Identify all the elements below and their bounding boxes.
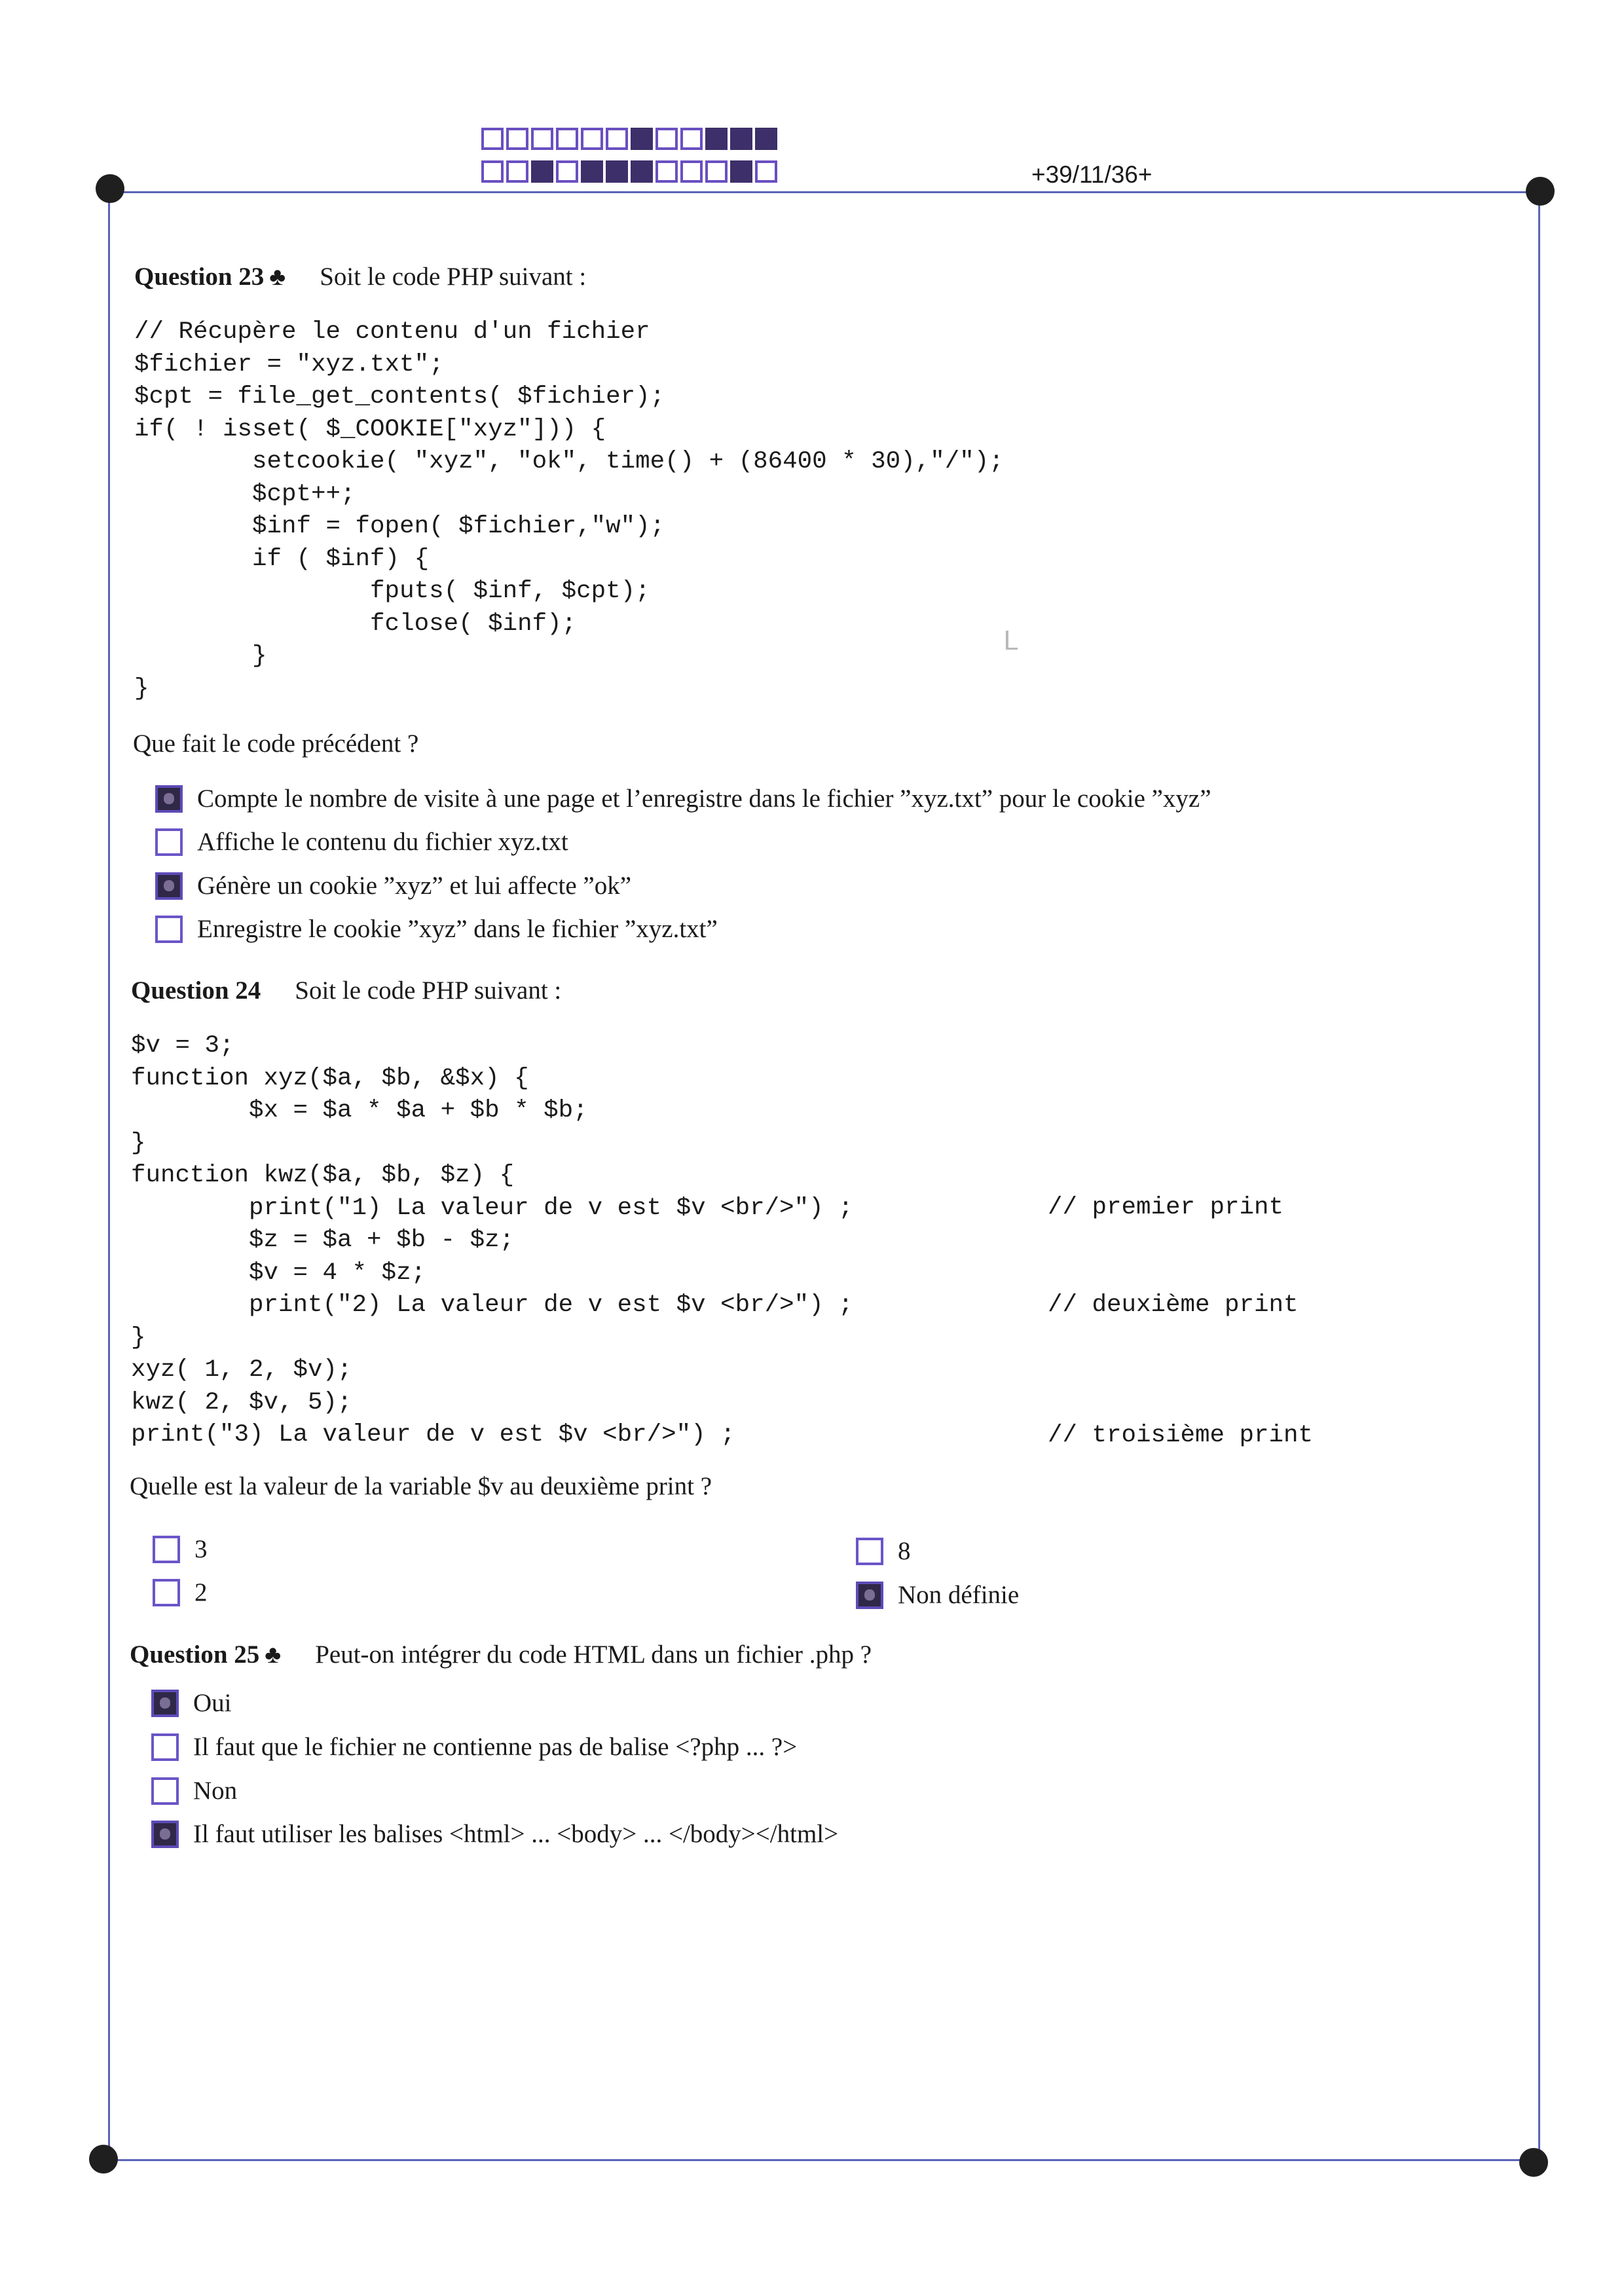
question-25-text: Peut-on intégrer du code HTML dans un fichier .php ? xyxy=(315,1640,872,1669)
answer-label: Il faut que le fichier ne contienne pas de balise <?php ... ?> xyxy=(193,1733,798,1761)
answer-label: Affiche le contenu du fichier xyz.txt xyxy=(197,828,568,856)
question-25-heading xyxy=(130,1640,872,1669)
comment-second-print: // deuxième print xyxy=(1048,1291,1299,1319)
corner-dot-top-right xyxy=(1526,177,1555,206)
frame-bottom-line xyxy=(101,2159,1539,2161)
question-23-heading xyxy=(134,262,586,291)
frame-left-line xyxy=(108,191,110,2159)
question-24-prompt: Quelle est la valeur de la variable $v au deuxième print ? xyxy=(130,1472,712,1500)
club-icon: ♣ xyxy=(269,263,286,291)
question-24-heading xyxy=(131,976,561,1005)
barcode-cell xyxy=(705,160,728,183)
answer-label: Non définie xyxy=(898,1581,1020,1609)
answer-checkbox[interactable] xyxy=(151,1690,179,1717)
corner-dot-top-left xyxy=(96,174,124,203)
answer-option[interactable] xyxy=(856,1536,911,1566)
stray-pen-mark: ᒪ xyxy=(1003,626,1018,656)
barcode-cell xyxy=(506,160,528,183)
answer-checkbox[interactable] xyxy=(856,1582,883,1609)
frame-right-line xyxy=(1538,191,1540,2159)
answer-option[interactable] xyxy=(155,784,1211,813)
barcode-cell xyxy=(655,128,678,150)
barcode-cell xyxy=(606,128,628,150)
frame-top-line xyxy=(108,191,1539,193)
page-id: +39/11/36+ xyxy=(1031,161,1153,188)
answer-label: Génère un cookie ”xyz” et lui affecte ”ok” xyxy=(197,872,631,900)
answer-label: Compte le nombre de visite à une page et l’enregistre dans le fichier ”xyz.txt” pour le cookie ”xyz” xyxy=(197,785,1211,813)
barcode-row-1 xyxy=(481,128,777,150)
answer-label: 3 xyxy=(194,1535,208,1563)
barcode-cell xyxy=(631,160,653,183)
answer-option[interactable] xyxy=(856,1580,1019,1610)
barcode-cell xyxy=(730,160,752,183)
answer-checkbox[interactable] xyxy=(155,785,183,813)
barcode-cell xyxy=(755,160,777,183)
barcode-cell xyxy=(655,160,678,183)
question-23-number: Question 23 xyxy=(134,263,265,291)
corner-dot-bottom-left xyxy=(89,2145,118,2174)
answer-option[interactable] xyxy=(153,1578,208,1607)
question-24-number: Question 24 xyxy=(131,976,261,1005)
answer-label: Enregistre le cookie ”xyz” dans le fichier ”xyz.txt” xyxy=(197,915,718,943)
answer-option[interactable] xyxy=(151,1688,232,1718)
barcode-cell xyxy=(581,160,603,183)
question-25-number: Question 25 xyxy=(130,1640,260,1669)
barcode-cell xyxy=(506,128,528,150)
club-icon: ♣ xyxy=(265,1641,282,1669)
question-24-text: Soit le code PHP suivant : xyxy=(295,976,562,1005)
barcode-cell xyxy=(631,128,653,150)
answer-label: Non xyxy=(193,1777,238,1805)
barcode-row-2 xyxy=(481,160,777,183)
barcode-cell xyxy=(556,128,578,150)
question-24-code: $v = 3; function xyz($a, $b, &$x) { $x = $a * $a + $b * $b; } function kwz($a, $b, $z) { print("1) La valeur de v est $v <br/>") ; $z = $a + $b - $z; $v = 4 * $z; print("2) La valeur de v est $v <br/>") ; } xyz( 1, 2, $v); kwz( 2, $v, 5); print("3) La valeur de v est $v <br/>") ; xyxy=(131,1032,853,1449)
answer-checkbox[interactable] xyxy=(155,872,183,900)
barcode-cell xyxy=(481,160,504,183)
answer-checkbox[interactable] xyxy=(155,828,183,856)
answer-checkbox[interactable] xyxy=(151,1733,179,1761)
barcode-cell xyxy=(581,128,603,150)
barcode-cell xyxy=(556,160,578,183)
barcode-cell xyxy=(481,128,504,150)
barcode-cell xyxy=(755,128,777,150)
comment-third-print: // troisième print xyxy=(1048,1422,1314,1449)
barcode-cell xyxy=(730,128,752,150)
barcode-cell xyxy=(705,128,728,150)
answer-label: 8 xyxy=(898,1537,911,1565)
barcode-cell xyxy=(606,160,628,183)
barcode-cell xyxy=(680,160,703,183)
answer-option[interactable] xyxy=(153,1534,208,1564)
answer-checkbox[interactable] xyxy=(153,1536,180,1563)
answer-option[interactable] xyxy=(155,827,568,857)
answer-option[interactable] xyxy=(151,1776,237,1805)
answer-option[interactable] xyxy=(155,914,718,944)
barcode-cell xyxy=(531,128,553,150)
barcode-cell xyxy=(531,160,553,183)
barcode-cell xyxy=(680,128,703,150)
answer-label: 2 xyxy=(194,1578,208,1606)
answer-option[interactable] xyxy=(151,1819,838,1849)
answer-checkbox[interactable] xyxy=(856,1538,883,1565)
question-23-prompt: Que fait le code précédent ? xyxy=(133,730,419,758)
answer-checkbox[interactable] xyxy=(153,1579,180,1606)
corner-dot-bottom-right xyxy=(1519,2148,1548,2177)
answer-label: Il faut utiliser les balises <html> ... <body> ... </body></html> xyxy=(193,1820,839,1848)
question-23-code: // Récupère le contenu d'un fichier $fichier = "xyz.txt"; $cpt = file_get_contents( $fichier); if( ! isset( $_COOKIE["xyz"])) { setcookie( "xyz", "ok", time() + (86400 * 30),"/"); $cpt++; $inf = fopen( $fichier,"w"); if ( $inf) { fputs( $inf, $cpt); fclose( $inf); } } xyxy=(134,318,1004,703)
answer-checkbox[interactable] xyxy=(151,1821,179,1848)
comment-first-print: // premier print xyxy=(1048,1194,1284,1221)
question-23-text: Soit le code PHP suivant : xyxy=(320,263,587,291)
answer-option[interactable] xyxy=(151,1732,797,1762)
answer-checkbox[interactable] xyxy=(151,1777,179,1805)
answer-option[interactable] xyxy=(155,871,631,900)
answer-checkbox[interactable] xyxy=(155,916,183,943)
answer-label: Oui xyxy=(193,1689,232,1717)
